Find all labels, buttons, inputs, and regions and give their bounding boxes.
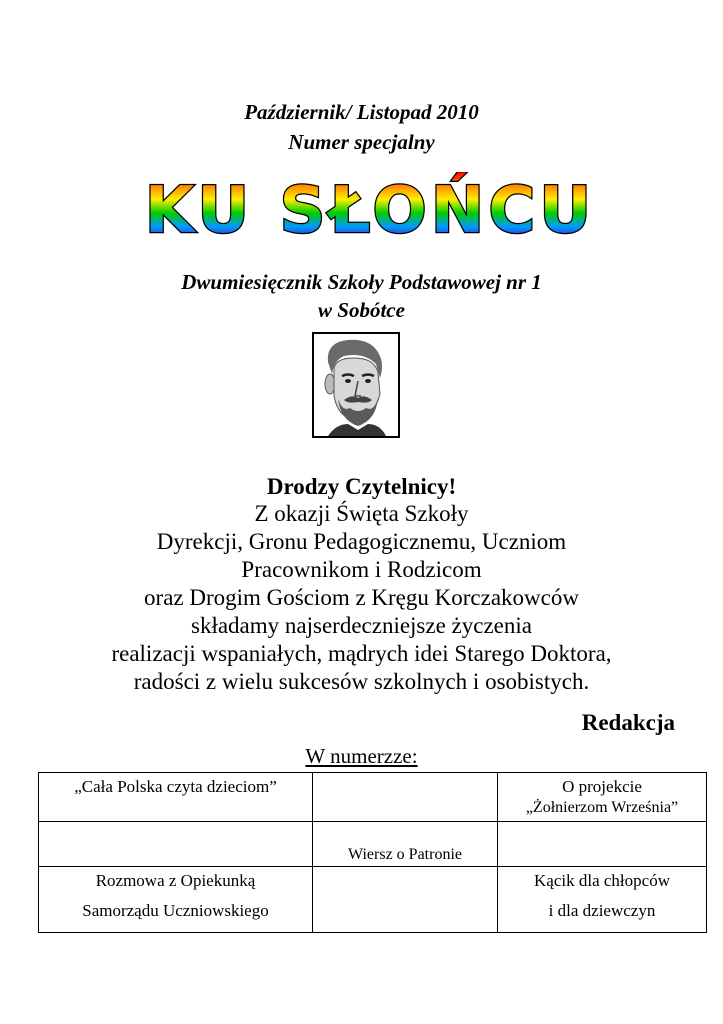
contents-cell [498,822,707,867]
letter-line: Pracownikom i Rodzicom [241,557,482,582]
contents-item-reading: „Cała Polska czyta dzieciom” [74,777,277,796]
contents-table [38,772,707,933]
contents-heading: W numerzze: [305,744,418,768]
letter-signature: Redakcja [581,710,675,735]
contents-item-interview-line2: Samorządu Uczniowskiego [82,901,269,920]
letter-line: oraz Drogim Gościom z Kręgu Korczakowców [144,585,579,610]
contents-item-project-line1: O projekcie [562,777,642,796]
contents-item-interview-line1: Rozmowa z Opiekunką [95,871,256,890]
contents-cell [498,867,707,933]
contents-item-poem: Wiersz o Patronie [348,846,462,863]
contents-cell [313,822,498,867]
letter-line: realizacji wspaniałych, mądrych idei Starego Doktora, [111,641,612,666]
table-row [39,822,707,867]
issue-date: Październik/ Listopad 2010 [244,100,479,124]
patron-portrait [312,332,400,438]
masthead-text: KU SŁOŃCU [144,174,596,244]
subtitle-line1: Dwumiesięcznik Szkoły Podstawowej nr 1 [181,270,542,294]
table-row [39,867,707,933]
contents-cell [498,773,707,822]
letter-line: radości z wielu sukcesów szkolnych i osobistych. [133,669,590,694]
letter-line: Z okazji Święta Szkoły [254,501,469,526]
masthead-title [120,172,620,244]
subtitle-line2: w Sobótce [318,298,405,322]
letter-line: składamy najserdeczniejsze życzenia [191,613,532,638]
contents-cell [39,867,313,933]
contents-cell [313,773,498,822]
contents-cell [39,822,313,867]
contents-cell [313,867,498,933]
issue-type: Numer specjalny [288,130,435,154]
letter-line: Dyrekcji, Gronu Pedagogicznemu, Uczniom [156,529,567,554]
contents-cell [39,773,313,822]
contents-item-corner-line2: i dla dziewczyn [548,901,656,920]
contents-item-corner-line1: Kącik dla chłopców [534,871,670,890]
letter-greeting: Drodzy Czytelnicy! [266,474,457,499]
table-row [39,773,707,822]
contents-item-project-line2: „Żołnierzom Września” [525,799,679,816]
